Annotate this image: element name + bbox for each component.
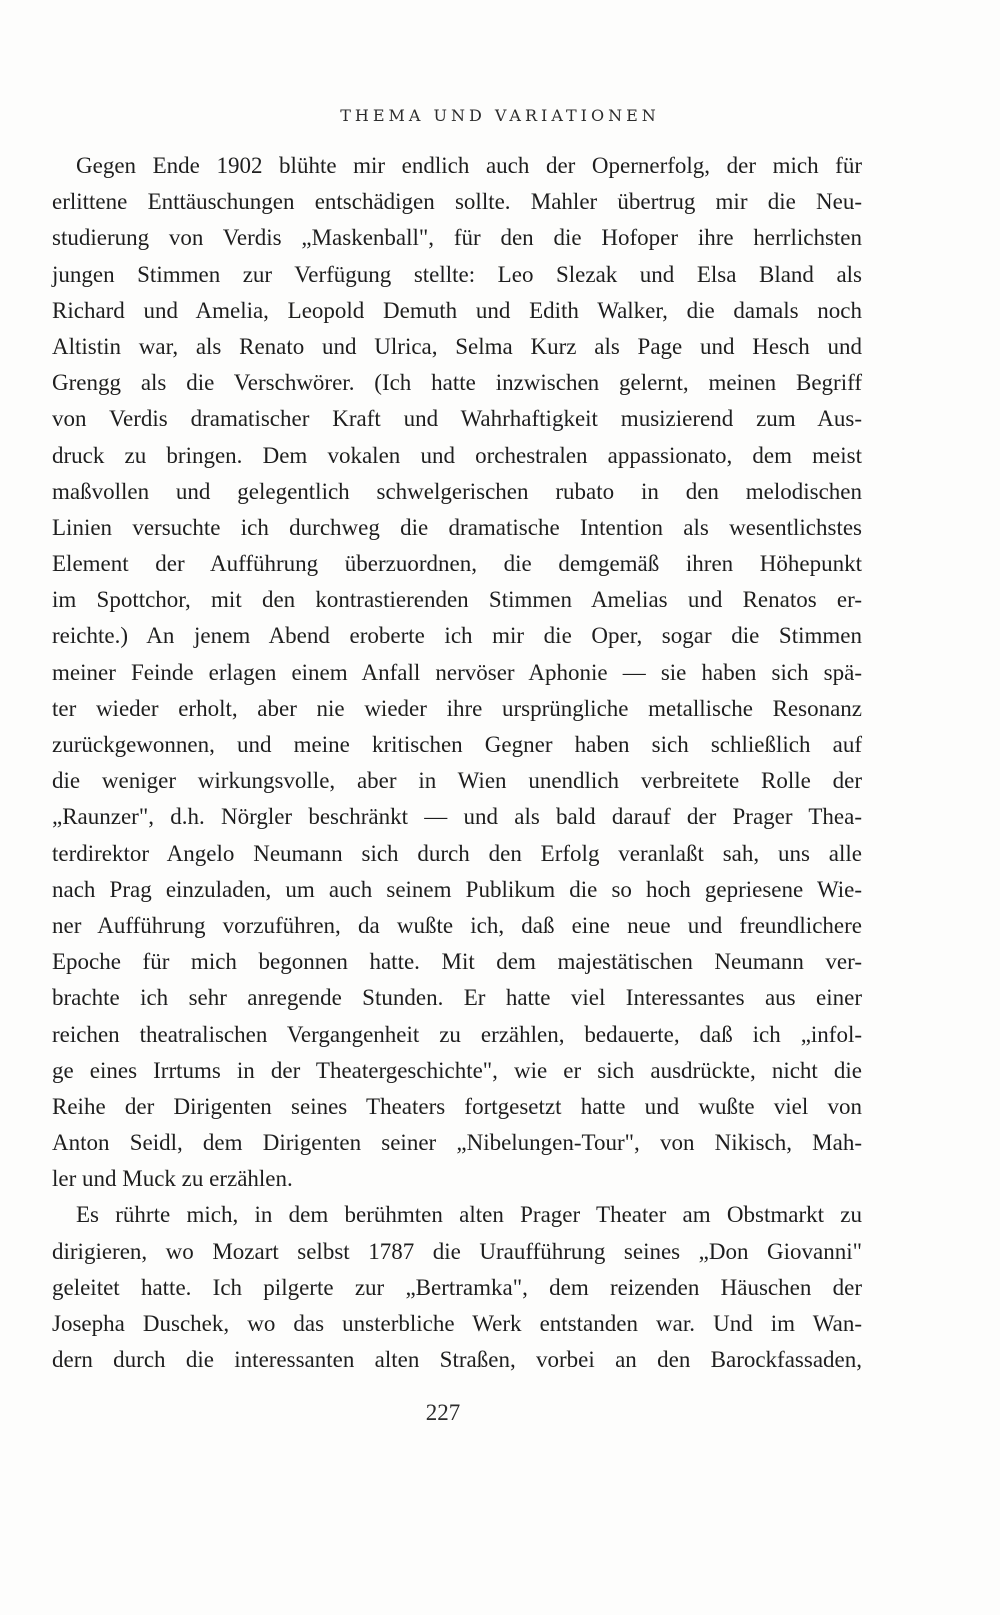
text-line: brachte ich sehr anregende Stunden. Er hatte viel Interessantes aus einer <box>52 985 862 1011</box>
text-line: Grengg als die Verschwörer. (Ich hatte inzwischen gelernt, meinen Begriff <box>52 370 862 396</box>
text-line: Altistin war, als Renato und Ulrica, Selma Kurz als Page und Hesch und <box>52 333 862 359</box>
text-line: meiner Feinde erlagen einem Anfall nervöser Aphonie — sie haben sich spä- <box>52 659 862 685</box>
body-text <box>52 148 862 1378</box>
text-line: Josepha Duschek, wo das unsterbliche Werk entstanden war. Und im Wan- <box>52 1311 862 1336</box>
text-line: zurückgewonnen, und meine kritischen Gegner haben sich schließlich auf <box>52 732 862 757</box>
text-line: von Verdis dramatischer Kraft und Wahrhaftigkeit musizierend zum Aus- <box>52 406 862 432</box>
text-line: maßvollen und gelegentlich schwelgerischen rubato in den melodischen <box>52 478 862 504</box>
text-line: ge eines Irrtums in der Theatergeschichte", wie er sich ausdrückte, nicht die <box>52 1057 862 1083</box>
text-line: ler und Muck zu erzählen. <box>52 1166 293 1192</box>
text-line: Richard und Amelia, Leopold Demuth und Edith Walker, die damals noch <box>52 297 862 323</box>
text-line: dern durch die interessanten alten Straßen, vorbei an den Barockfassaden, <box>52 1347 862 1373</box>
page-number: 227 <box>425 1400 461 1425</box>
text-line: „Raunzer", d.h. Nörgler beschränkt — und als bald darauf der Prager Thea- <box>52 804 862 830</box>
text-line: im Spottchor, mit den kontrastierenden Stimmen Amelias und Renatos er- <box>52 587 862 613</box>
text-line: dirigieren, wo Mozart selbst 1787 die Uraufführung seines „Don Giovanni" <box>52 1238 862 1264</box>
text-line: Anton Seidl, dem Dirigenten seiner „Nibelungen-Tour", von Nikisch, Mah- <box>52 1130 862 1156</box>
text-line: geleitet hatte. Ich pilgerte zur „Bertramka", dem reizenden Häuschen der <box>52 1274 862 1300</box>
text-line: die weniger wirkungsvolle, aber in Wien unendlich verbreitete Rolle der <box>52 768 862 794</box>
text-line: terdirektor Angelo Neumann sich durch den Erfolg veranlaßt sah, uns alle <box>52 840 862 866</box>
text-line: Es rührte mich, in dem berühmten alten Prager Theater am Obstmarkt zu <box>76 1202 862 1228</box>
text-line: reichte.) An jenem Abend eroberte ich mir die Oper, sogar die Stimmen <box>52 623 862 649</box>
text-line: jungen Stimmen zur Verfügung stellte: Leo Slezak und Elsa Bland als <box>52 261 862 287</box>
text-line: Reihe der Dirigenten seines Theaters fortgesetzt hatte und wußte viel von <box>52 1093 862 1119</box>
text-line: Epoche für mich begonnen hatte. Mit dem majestätischen Neumann ver- <box>52 949 862 975</box>
text-line: Gegen Ende 1902 blühte mir endlich auch der Opernerfolg, der mich für <box>76 153 862 178</box>
text-line: Linien versuchte ich durchweg die dramatische Intention als wesentlichstes <box>52 514 862 540</box>
text-line: erlittene Enttäuschungen entschädigen sollte. Mahler übertrug mir die Neu- <box>52 189 862 215</box>
paragraph-2 <box>52 1197 862 1378</box>
paragraph-1 <box>52 148 862 1197</box>
text-line: studierung von Verdis „Maskenball", für den die Hofoper ihre herrlichsten <box>52 225 862 251</box>
text-line: ner Aufführung vorzuführen, da wußte ich, daß eine neue und freundlichere <box>52 912 862 938</box>
text-line: nach Prag einzuladen, um auch seinem Publikum die so hoch gepriesene Wie- <box>52 876 862 902</box>
text-line: Element der Aufführung überzuordnen, die demgemäß ihren Höhepunkt <box>52 551 862 577</box>
text-line: reichen theatralischen Vergangenheit zu erzählen, bedauerte, daß ich „infol- <box>52 1021 862 1047</box>
text-line: druck zu bringen. Dem vokalen und orchestralen appassionato, dem meist <box>52 442 862 468</box>
running-head: THEMA UND VARIATIONEN <box>340 106 660 125</box>
text-line: ter wieder erholt, aber nie wieder ihre ursprüngliche metallische Resonanz <box>52 695 862 721</box>
